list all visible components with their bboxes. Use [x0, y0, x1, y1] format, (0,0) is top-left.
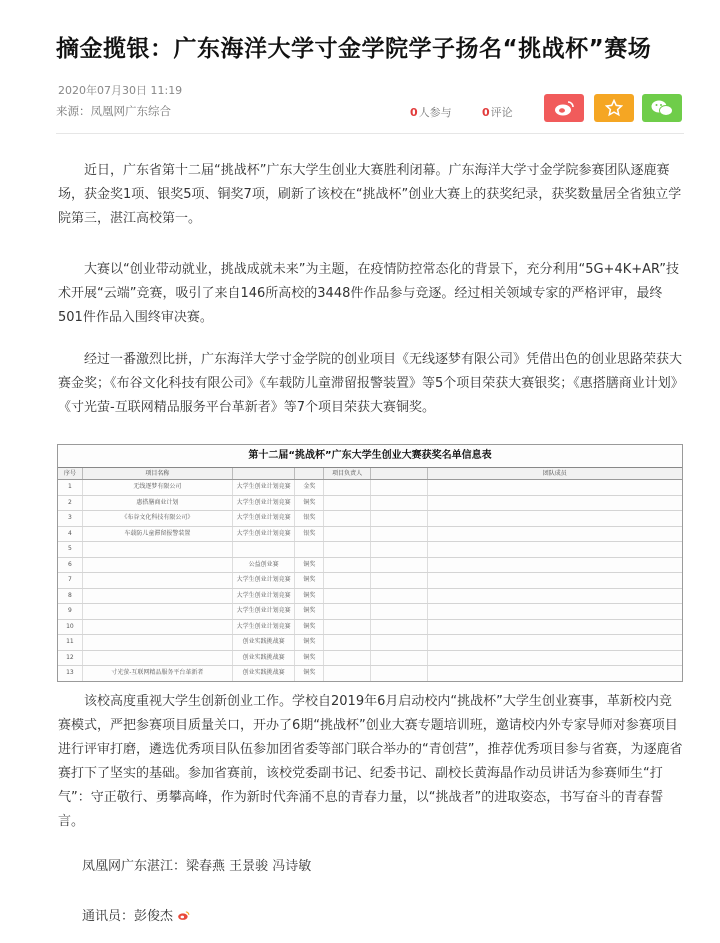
table-cell [371, 542, 428, 557]
header-cell: 项目负责人 [324, 468, 371, 479]
table-cell [371, 480, 428, 495]
table-cell [371, 589, 428, 604]
table-cell [371, 666, 428, 681]
table-cell: 铜奖 [295, 651, 324, 666]
table-row [58, 573, 682, 589]
table-cell: 大学生创业计划竞赛 [233, 511, 296, 526]
article-source[interactable]: 来源：凤凰网广东综合 [56, 104, 171, 118]
table-cell [428, 666, 682, 681]
table-cell [83, 635, 233, 650]
table-cell [428, 589, 682, 604]
table-row [58, 604, 682, 620]
participants-stat[interactable] [410, 104, 452, 120]
comments-count: 0 [482, 106, 490, 119]
table-cell [83, 651, 233, 666]
correspondent-line [82, 905, 190, 924]
table-cell: 铜奖 [295, 666, 324, 681]
table-cell: 大学生创业计划竞赛 [233, 480, 296, 495]
weibo-icon [177, 909, 190, 922]
table-cell [324, 542, 371, 557]
table-row [58, 496, 682, 512]
table-cell: 金奖 [295, 480, 324, 495]
table-cell: 铜奖 [295, 604, 324, 619]
table-row [58, 589, 682, 605]
table-cell [371, 604, 428, 619]
table-row [58, 666, 682, 682]
table-cell: 5 [58, 542, 83, 557]
table-cell: 10 [58, 620, 83, 635]
table-cell [428, 573, 682, 588]
header-cell: 团队成员 [542, 470, 567, 477]
paragraph-4: 该校高度重视大学生创新创业工作。学校自2019年6月启动校内“挑战杯”大学生创业赛事，革新校内竞赛模式，严把参赛项目质量关口，开办了6期“挑战杯”创业大赛专题培训班，邀请校内外专家导师对参赛项目进行评审打磨，遴选优秀项目队伍参加团省委等部门联合举办的“青创营”，推荐优秀项目参与省赛，为逐鹿省赛打下了坚实的基础。参加省赛前，该校党委副书记、纪委书记、副校长黄海晶作动员讲话为参赛师生“打气”：守正敬行、勇攀高峰，作为新时代奔涌不息的青春力量，以“挑战者”的进取姿态，书写奋斗的青春誓言。 [58, 694, 683, 829]
table-cell: 寸光萤-互联网精品服务平台革新者 [83, 666, 233, 681]
table-cell: 铜奖 [295, 573, 324, 588]
header-cell [371, 468, 428, 479]
table-cell: 《布谷文化科技有限公司》 [83, 511, 233, 526]
table-cell [83, 589, 233, 604]
table-cell: 大学生创业计划竞赛 [233, 589, 296, 604]
publish-date: 2020年07月30日 11:19 [58, 84, 183, 97]
table-cell: 银奖 [295, 527, 324, 542]
table-row [58, 480, 682, 496]
table-cell: 惠搭膳商业计划 [83, 496, 233, 511]
award-table-header [58, 468, 682, 480]
table-cell [83, 558, 233, 573]
table-cell [324, 635, 371, 650]
table-cell: 11 [58, 635, 83, 650]
table-cell [371, 573, 428, 588]
table-cell: 8 [58, 589, 83, 604]
table-cell [428, 542, 682, 557]
table-cell: 银奖 [295, 511, 324, 526]
table-cell [83, 620, 233, 635]
table-cell: 创业实践挑战赛 [233, 651, 296, 666]
table-cell: 13 [58, 666, 83, 681]
table-cell: 无线逐梦有限公司 [83, 480, 233, 495]
weibo-icon [553, 99, 575, 117]
table-cell: 1 [58, 480, 83, 495]
table-cell [428, 651, 682, 666]
award-table-image [57, 444, 683, 682]
table-cell [324, 527, 371, 542]
header-cell [295, 468, 324, 479]
table-cell [428, 635, 682, 650]
article-title: 摘金揽银：广东海洋大学寸金学院学子扬名“挑战杯”赛场 [56, 36, 652, 62]
table-cell: 6 [58, 558, 83, 573]
table-cell [428, 496, 682, 511]
table-cell: 公益创业赛 [233, 558, 296, 573]
table-cell [324, 620, 371, 635]
table-cell: 大学生创业计划竞赛 [233, 527, 296, 542]
table-cell: 铜奖 [295, 496, 324, 511]
table-cell [83, 604, 233, 619]
table-cell: 7 [58, 573, 83, 588]
table-cell: 2 [58, 496, 83, 511]
table-cell: 车载防儿童滞留报警装置 [83, 527, 233, 542]
table-cell [324, 666, 371, 681]
paragraph-3: 经过一番激烈比拼，广东海洋大学寸金学院的创业项目《无线逐梦有限公司》凭借出色的创业思路荣获大赛金奖；《布谷文化科技有限公司》《车载防儿童滞留报警装置》等5个项目荣获大赛银奖；《惠搭膳商业计划》《寸光萤-互联网精品服务平台革新者》等7个项目荣获大赛铜奖。 [58, 352, 684, 415]
wechat-share-button[interactable] [642, 94, 682, 122]
award-table-title: 第十二届“挑战杯”广东大学生创业大赛获奖名单信息表 [58, 445, 682, 468]
table-cell: 创业实践挑战赛 [233, 666, 296, 681]
table-cell [428, 604, 682, 619]
table-cell [371, 635, 428, 650]
participants-label: 人参与 [418, 106, 452, 119]
header-cell: 序号 [58, 468, 83, 479]
table-row [58, 635, 682, 651]
header-cell [233, 468, 296, 479]
table-cell [371, 511, 428, 526]
favorite-button[interactable] [594, 94, 634, 122]
table-row [58, 620, 682, 636]
header-divider [56, 133, 684, 134]
table-cell [233, 542, 296, 557]
table-cell [295, 542, 324, 557]
table-cell: 创业实践挑战赛 [233, 635, 296, 650]
table-cell: 铜奖 [295, 620, 324, 635]
table-row [58, 558, 682, 574]
award-table-body [58, 480, 682, 682]
table-cell: 大学生创业计划竞赛 [233, 573, 296, 588]
table-cell [428, 558, 682, 573]
table-cell [324, 589, 371, 604]
table-cell [83, 573, 233, 588]
table-cell [83, 542, 233, 557]
paragraph-2: 大赛以“创业带动就业，挑战成就未来”为主题，在疫情防控常态化的背景下，充分利用“5G+4K+AR”技术开展“云端”竞赛，吸引了来自146所高校的3448件作品参与竞逐。经过相关领域专家的严格评审，最终501件作品入围终审决赛。 [58, 262, 679, 325]
table-cell [428, 620, 682, 635]
table-cell [324, 604, 371, 619]
correspondent-text: 通讯员：彭俊杰 [82, 909, 174, 924]
table-cell: 铜奖 [295, 558, 324, 573]
table-cell [371, 527, 428, 542]
table-row [58, 651, 682, 667]
header-cell: 项目名称 [83, 468, 233, 479]
table-cell: 大学生创业计划竞赛 [233, 496, 296, 511]
comments-stat[interactable] [482, 104, 513, 120]
table-cell [371, 558, 428, 573]
weibo-share-button[interactable] [544, 94, 584, 122]
table-cell [324, 511, 371, 526]
table-cell: 大学生创业计划竞赛 [233, 604, 296, 619]
table-row [58, 511, 682, 527]
table-cell: 3 [58, 511, 83, 526]
star-icon [605, 99, 623, 117]
table-cell [324, 558, 371, 573]
paragraph-1: 近日，广东省第十二届“挑战杯”广东大学生创业大赛胜利闭幕。广东海洋大学寸金学院参赛团队逐鹿赛场，获金奖1项、银奖5项、铜奖7项，刷新了该校在“挑战杯”创业大赛上的获奖纪录，获奖数量居全省独立学院第三，湛江高校第一。 [58, 163, 682, 226]
table-row [58, 542, 682, 558]
table-row [58, 527, 682, 543]
table-cell: 9 [58, 604, 83, 619]
table-cell [324, 496, 371, 511]
table-cell [428, 527, 682, 542]
table-cell: 4 [58, 527, 83, 542]
wechat-icon [650, 99, 674, 117]
table-cell [428, 480, 682, 495]
table-cell [324, 573, 371, 588]
table-cell: 大学生创业计划竞赛 [233, 620, 296, 635]
table-cell [324, 480, 371, 495]
participants-count: 0 [410, 106, 418, 119]
table-cell [371, 620, 428, 635]
comments-label: 评论 [490, 106, 513, 119]
table-cell: 铜奖 [295, 635, 324, 650]
table-cell: 铜奖 [295, 589, 324, 604]
reporter-line: 凤凰网广东湛江：梁春燕 王景骏 冯诗敏 [82, 859, 312, 874]
table-cell [371, 496, 428, 511]
table-cell [428, 511, 682, 526]
table-cell [324, 651, 371, 666]
table-cell: 12 [58, 651, 83, 666]
table-cell [371, 651, 428, 666]
